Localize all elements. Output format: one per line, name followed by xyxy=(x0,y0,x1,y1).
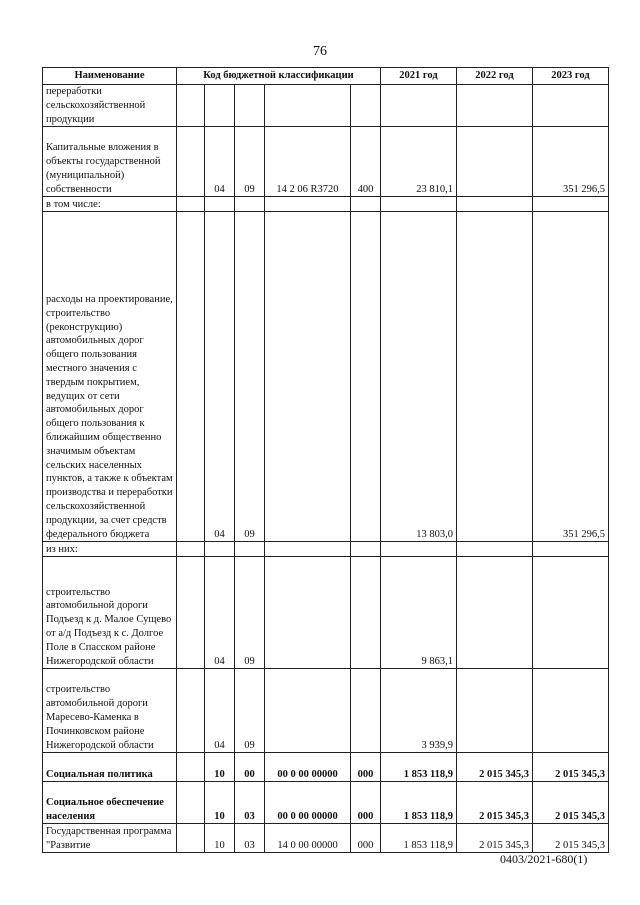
table-row xyxy=(43,557,609,669)
row-csr xyxy=(265,212,351,542)
row-2023: 351 296,5 xyxy=(533,212,609,542)
header-2021: 2021 год xyxy=(381,68,457,85)
row-csr xyxy=(265,557,351,669)
row-csr: 00 0 00 00000 xyxy=(265,782,351,824)
row-podrazdel: 03 xyxy=(235,824,265,853)
row-razdel xyxy=(205,85,235,127)
row-podrazdel: 09 xyxy=(235,212,265,542)
row-2022 xyxy=(457,85,533,127)
row-2022 xyxy=(457,212,533,542)
row-2022 xyxy=(457,197,533,212)
row-2021: 9 863,1 xyxy=(381,557,457,669)
table-row xyxy=(43,212,609,542)
row-vr xyxy=(351,557,381,669)
row-2022 xyxy=(457,542,533,557)
row-razdel: 04 xyxy=(205,557,235,669)
row-vr: 400 xyxy=(351,127,381,197)
row-2023 xyxy=(533,85,609,127)
row-csr xyxy=(265,669,351,753)
row-2022: 2 015 345,3 xyxy=(457,782,533,824)
row-name: переработки сельскохозяйственной продукции xyxy=(43,85,177,127)
row-2023 xyxy=(533,542,609,557)
row-vr xyxy=(351,542,381,557)
row-2022 xyxy=(457,669,533,753)
row-2021 xyxy=(381,542,457,557)
table-row xyxy=(43,85,609,127)
row-razdel: 04 xyxy=(205,669,235,753)
row-2021: 3 939,9 xyxy=(381,669,457,753)
row-vr xyxy=(351,212,381,542)
row-podrazdel xyxy=(235,85,265,127)
row-podrazdel xyxy=(235,542,265,557)
row-2023: 351 296,5 xyxy=(533,127,609,197)
row-vr xyxy=(351,669,381,753)
row-2022: 2 015 345,3 xyxy=(457,753,533,782)
row-podrazdel: 00 xyxy=(235,753,265,782)
row-razdel: 10 xyxy=(205,782,235,824)
header-2022: 2022 год xyxy=(457,68,533,85)
row-2021: 1 853 118,9 xyxy=(381,753,457,782)
row-2021: 13 803,0 xyxy=(381,212,457,542)
table-row xyxy=(43,669,609,753)
row-2021: 1 853 118,9 xyxy=(381,782,457,824)
row-name: Капитальные вложения в объекты государственной (муниципальной) собственности xyxy=(43,127,177,197)
header-2023: 2023 год xyxy=(533,68,609,85)
page-number: 76 xyxy=(313,44,327,59)
row-name: Государственная программа "Развитие xyxy=(43,824,177,853)
row-name: Социальная политика xyxy=(43,753,177,782)
row-podrazdel: 09 xyxy=(235,127,265,197)
row-2023: 2 015 345,3 xyxy=(533,753,609,782)
row-2023 xyxy=(533,669,609,753)
table-row xyxy=(43,542,609,557)
row-razdel xyxy=(205,197,235,212)
table-row xyxy=(43,824,609,853)
row-vr: 000 xyxy=(351,824,381,853)
header-code: Код бюджетной классификации xyxy=(177,68,381,85)
row-razdel xyxy=(205,542,235,557)
row-podrazdel: 03 xyxy=(235,782,265,824)
row-name: в том числе: xyxy=(43,197,177,212)
budget-table xyxy=(42,67,609,853)
row-2023: 2 015 345,3 xyxy=(533,824,609,853)
table-row xyxy=(43,127,609,197)
row-2022 xyxy=(457,127,533,197)
row-razdel: 04 xyxy=(205,127,235,197)
row-razdel: 10 xyxy=(205,824,235,853)
table-header-row xyxy=(43,68,609,85)
table-row xyxy=(43,197,609,212)
row-csr: 00 0 00 00000 xyxy=(265,753,351,782)
row-2021: 23 810,1 xyxy=(381,127,457,197)
row-2022 xyxy=(457,557,533,669)
row-name: строительство автомобильной дороги Подъезд к д. Малое Сущево от а/д Подъезд к с. Долгое Поле в Спасском районе Нижегородской области xyxy=(43,557,177,669)
footer-code: 0403/2021-680(1) xyxy=(500,852,588,866)
row-csr xyxy=(265,85,351,127)
row-razdel: 04 xyxy=(205,212,235,542)
row-2021: 1 853 118,9 xyxy=(381,824,457,853)
row-podrazdel: 09 xyxy=(235,669,265,753)
row-name: из них: xyxy=(43,542,177,557)
row-vr xyxy=(351,85,381,127)
row-podrazdel xyxy=(235,197,265,212)
row-2023: 2 015 345,3 xyxy=(533,782,609,824)
row-name: Социальное обеспечение населения xyxy=(43,782,177,824)
row-csr xyxy=(265,197,351,212)
row-podrazdel: 09 xyxy=(235,557,265,669)
row-2021 xyxy=(381,197,457,212)
row-2021 xyxy=(381,85,457,127)
row-name: расходы на проектирование, строительство (реконструкцию) автомобильных дорог общего пользования местного значения с твердым покрытием, ведущих от сети автомобильных дорог общего пользования к ближайшим общественно значимым объектам сельских населенных пунктов, а также к объектам производства и переработки сельскохозяйственной продукции, за счет средств федерального бюджета xyxy=(43,212,177,542)
row-vr: 000 xyxy=(351,753,381,782)
row-vr: 000 xyxy=(351,782,381,824)
row-2022: 2 015 345,3 xyxy=(457,824,533,853)
row-vr xyxy=(351,197,381,212)
row-name: строительство автомобильной дороги Маресево-Каменка в Починковском районе Нижегородской области xyxy=(43,669,177,753)
row-csr: 14 0 00 00000 xyxy=(265,824,351,853)
table-row xyxy=(43,782,609,824)
header-name: Наименование xyxy=(43,68,177,85)
row-csr xyxy=(265,542,351,557)
row-2023 xyxy=(533,197,609,212)
row-2023 xyxy=(533,557,609,669)
row-razdel: 10 xyxy=(205,753,235,782)
table-row xyxy=(43,753,609,782)
row-csr: 14 2 06 R3720 xyxy=(265,127,351,197)
